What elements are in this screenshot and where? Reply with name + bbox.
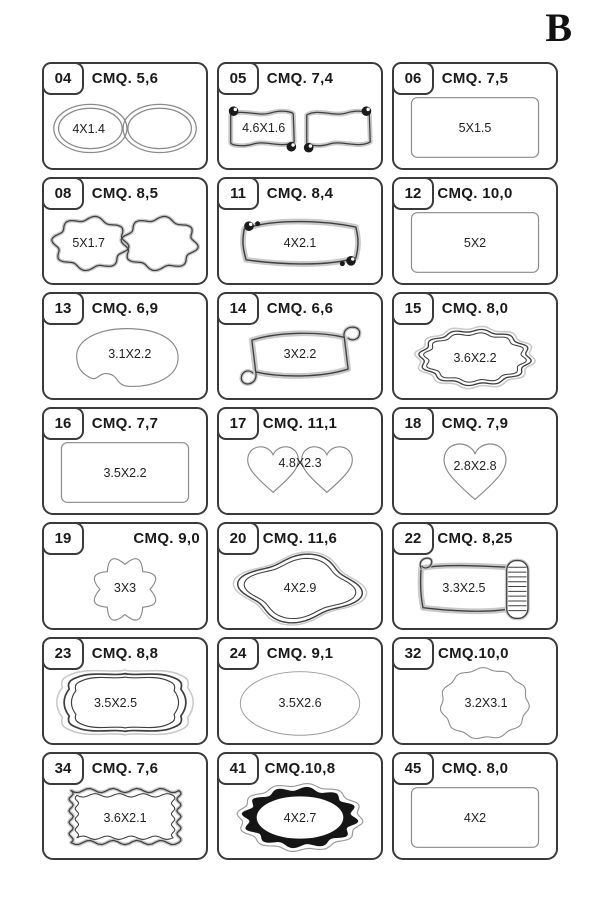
catalog-card — [217, 292, 383, 400]
catalog-card — [392, 292, 558, 400]
card-title: CMQ. 8,5 — [91, 185, 159, 202]
shape-art — [46, 89, 204, 166]
catalog-card — [42, 292, 208, 400]
shape-art — [46, 434, 204, 511]
size-label: 3.5X2.5 — [93, 695, 138, 710]
shape-art — [46, 204, 204, 281]
catalog-card — [217, 407, 383, 515]
shape-art — [46, 664, 204, 741]
size-label: 4X2 — [463, 810, 487, 825]
page-letter: B — [545, 5, 572, 50]
card-number-badge — [42, 522, 84, 555]
card-title: CMQ. 7,5 — [441, 70, 509, 87]
size-label: 3.5X2.2 — [103, 465, 147, 480]
shape-art — [396, 664, 554, 741]
catalog-card — [42, 407, 208, 515]
size-label: 4X1.4 — [72, 122, 105, 137]
card-number: 08 — [54, 185, 72, 202]
card-number-badge — [42, 637, 84, 670]
catalog-card — [217, 637, 383, 745]
shape-art — [221, 779, 379, 856]
card-title: CMQ. 7,7 — [91, 415, 159, 432]
card-number-badge — [392, 292, 434, 325]
shape-art — [221, 549, 379, 626]
card-title: CMQ.10,8 — [264, 760, 336, 777]
card-number-badge — [392, 752, 434, 785]
card-number-badge — [42, 292, 84, 325]
card-number-badge — [42, 407, 84, 440]
catalog-card — [42, 637, 208, 745]
card-number-badge — [217, 62, 259, 95]
size-label: 3.1X2.2 — [108, 347, 152, 362]
shape-art — [396, 319, 554, 396]
double-heart-shape — [221, 434, 379, 511]
card-number: 45 — [404, 760, 422, 777]
card-number: 24 — [229, 645, 247, 662]
size-label: 3.6X2.2 — [453, 350, 497, 365]
card-title: CMQ. 7,4 — [266, 70, 334, 87]
size-label: 5X2 — [463, 235, 487, 250]
size-label: 3X2.2 — [283, 347, 317, 362]
card-number: 05 — [229, 70, 247, 87]
catalog-card — [217, 522, 383, 630]
card-number: 04 — [54, 70, 72, 87]
card-number-badge — [42, 752, 84, 785]
card-number: 34 — [54, 760, 72, 777]
size-label: 3.6X2.1 — [103, 810, 147, 825]
card-title: CMQ. 6,9 — [91, 300, 159, 317]
size-label: 4X2.9 — [283, 580, 317, 595]
size-label: 5X1.5 — [458, 120, 492, 135]
size-label: 3.5X2.6 — [278, 695, 322, 710]
size-label: 4.6X1.6 — [242, 120, 286, 135]
card-number: 19 — [54, 530, 72, 547]
catalog-card — [42, 177, 208, 285]
card-title: CMQ. 8,0 — [441, 300, 509, 317]
catalog-card — [42, 522, 208, 630]
catalog-card — [392, 62, 558, 170]
double-ornate-shape — [46, 204, 204, 281]
card-title: CMQ. 11,6 — [262, 530, 338, 547]
double-oval-shape — [46, 89, 204, 166]
card-title: CMQ. 7,6 — [91, 760, 159, 777]
card-title: CMQ. 7,9 — [441, 415, 509, 432]
card-title: CMQ. 8,0 — [441, 760, 509, 777]
card-number: 11 — [230, 185, 246, 202]
card-title: CMQ. 5,6 — [91, 70, 159, 87]
card-number-badge — [217, 407, 259, 440]
catalog-card — [217, 62, 383, 170]
catalog-card — [42, 62, 208, 170]
shape-art — [46, 319, 204, 396]
shape-art — [396, 434, 554, 511]
card-number-badge — [392, 177, 434, 210]
size-label: 4X2.1 — [283, 235, 317, 250]
size-label: 4X2.7 — [283, 810, 317, 825]
card-number-badge — [217, 637, 259, 670]
catalog-card — [392, 752, 558, 860]
shape-art — [396, 89, 554, 166]
card-number-badge — [392, 62, 434, 95]
shape-art — [221, 664, 379, 741]
card-number-badge — [392, 522, 434, 555]
catalog-card — [392, 177, 558, 285]
size-label: 3.2X3.1 — [464, 695, 508, 710]
card-grid — [42, 62, 558, 860]
card-title: CMQ. 8,8 — [91, 645, 159, 662]
size-label: 4.8X2.3 — [278, 456, 322, 471]
card-title: CMQ. 8,25 — [437, 530, 513, 547]
card-number: 12 — [404, 185, 422, 202]
card-number-badge — [217, 522, 259, 555]
shape-art — [221, 89, 379, 166]
shape-art — [46, 549, 204, 626]
shape-art — [221, 319, 379, 396]
card-title: CMQ. 8,4 — [266, 185, 334, 202]
catalog-card — [392, 637, 558, 745]
card-number: 17 — [229, 415, 247, 432]
card-number-badge — [392, 407, 434, 440]
card-title: CMQ. 11,1 — [262, 415, 338, 432]
card-number-badge — [392, 637, 434, 670]
size-label: 3X3 — [113, 580, 137, 595]
card-number: 15 — [404, 300, 422, 317]
card-number: 20 — [229, 530, 247, 547]
card-number-badge — [217, 177, 259, 210]
catalog-card — [392, 407, 558, 515]
card-number-badge — [42, 177, 84, 210]
shape-art — [46, 779, 204, 856]
size-label: 5X1.7 — [72, 235, 105, 250]
shape-art — [396, 779, 554, 856]
card-number-badge — [217, 292, 259, 325]
card-number: 16 — [54, 415, 72, 432]
shape-art — [221, 434, 379, 511]
card-number-badge — [217, 752, 259, 785]
shape-art — [396, 204, 554, 281]
card-number: 18 — [404, 415, 422, 432]
catalog-card — [42, 752, 208, 860]
card-title: CMQ. 9,1 — [266, 645, 334, 662]
card-number: 41 — [229, 760, 247, 777]
card-number-badge — [42, 62, 84, 95]
card-number: 14 — [229, 300, 247, 317]
card-number: 22 — [404, 530, 422, 547]
catalog-card — [217, 177, 383, 285]
catalog-card — [392, 522, 558, 630]
card-number: 23 — [54, 645, 72, 662]
card-number: 06 — [404, 70, 422, 87]
catalog-card — [217, 752, 383, 860]
size-label: 2.8X2.8 — [453, 459, 497, 474]
shape-art — [221, 204, 379, 281]
card-number: 13 — [54, 300, 72, 317]
card-number: 32 — [404, 645, 422, 662]
card-title: CMQ. 9,0 — [133, 530, 200, 547]
size-label: 3.3X2.5 — [442, 580, 486, 595]
card-title: CMQ. 10,0 — [437, 185, 513, 202]
card-title: CMQ.10,0 — [438, 645, 509, 662]
card-title: CMQ. 6,6 — [266, 300, 334, 317]
shape-art — [396, 549, 554, 626]
